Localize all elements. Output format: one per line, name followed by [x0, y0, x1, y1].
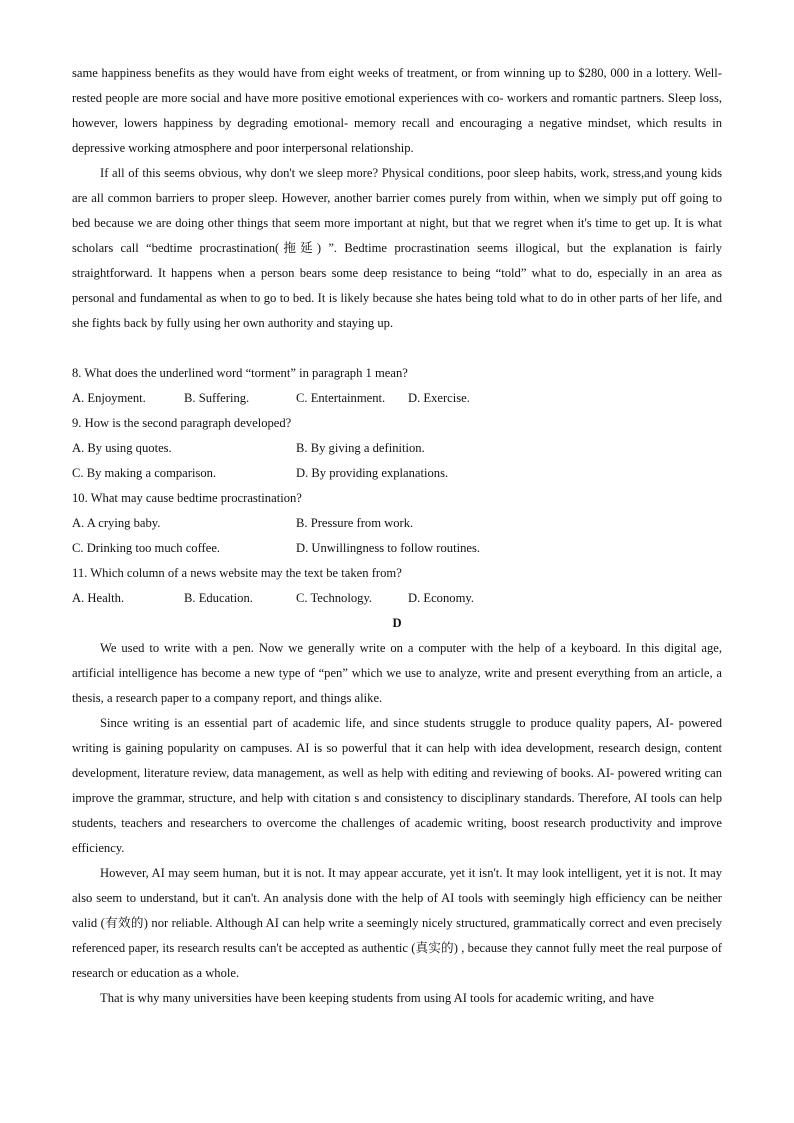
question-11-stem: 11. Which column of a news website may the text be taken from? [72, 566, 402, 580]
passage-c-paragraph-1-tail: same happiness benefits as they would have from eight weeks of treatment, or from winning up to $280, 000 in a lottery. Well- rested people are more social and have more positive emotional experiences with co- workers and romantic partners. Sleep loss, however, lowers happiness by degrading emotional- memory recall and encouraging a negative mindset, which results in depressive working atmosphere and poor interpersonal relationship. [72, 66, 722, 155]
question-11-option-b[interactable]: B. Education. [184, 591, 253, 605]
question-11-options [72, 586, 722, 611]
question-8-option-d[interactable]: D. Exercise. [408, 391, 470, 405]
passage-d-paragraph-4: That is why many universities have been keeping students from using AI tools for academic writing, and have [100, 991, 654, 1005]
question-8-stem: 8. What does the underlined word “torment” in paragraph 1 mean? [72, 366, 408, 380]
passage-d-text [72, 636, 722, 1011]
passage-d-paragraph-1: We used to write with a pen. Now we generally write on a computer with the help of a keyboard. In this digital age, artificial intelligence has become a new type of “pen” which we use to analyze, write and present everything from an article, a thesis, a research paper to a company report, and things alike. [72, 641, 722, 705]
question-11-option-d[interactable]: D. Economy. [408, 591, 474, 605]
question-9-stem: 9. How is the second paragraph developed? [72, 416, 292, 430]
question-11-option-a[interactable]: A. Health. [72, 591, 125, 605]
passage-c-paragraph-2: If all of this seems obvious, why don't we sleep more? Physical conditions, poor sleep habits, work, stress,and young kids are all common barriers to proper sleep. However, another barrier comes purely from within, when we simply put off going to bed because we are doing other things that seem more important at night, but that we regret when it's time to get up. It is what scholars call “bedtime procrastination(拖延) ”. Bedtime procrastination seems illogical, but the explanation is fairly straightforward. It happens when a person bears some deep resistance to being “told” what to do, especially in an area as personal and fundamental as when to go to bed. It is likely because she hates being told what to do in other parts of her life, and she fights back by fully using her own authority and staying up. [72, 166, 722, 330]
question-10-option-a[interactable]: A. A crying baby. [72, 516, 161, 530]
question-9-options-cd [72, 461, 722, 486]
passage-d-paragraph-2: Since writing is an essential part of academic life, and since students struggle to produce quality papers, AI- powered writing is gaining popularity on campuses. AI is so powerful that it can help with idea development, research design, content development, literature review, data management, as well as help with editing and reviewing of books. AI- powered writing can improve the grammar, structure, and help with citation s and consistency to disciplinary standards. Therefore, AI tools can help students, teachers and researchers to overcome the challenges of academic writing, boost research productivity and improve efficiency. [72, 716, 722, 855]
question-11-option-c[interactable]: C. Technology. [296, 591, 373, 605]
question-10-options-cd [72, 536, 722, 561]
question-8-option-c[interactable]: C. Entertainment. [296, 391, 386, 405]
passage-c-text [72, 61, 722, 336]
question-9-options-ab [72, 436, 722, 461]
question-10-options-ab [72, 511, 722, 536]
question-9-option-d[interactable]: D. By providing explanations. [296, 466, 449, 480]
question-8-options [72, 386, 722, 411]
section-d-heading: D [392, 616, 402, 630]
question-10-option-c[interactable]: C. Drinking too much coffee. [72, 541, 221, 555]
question-10-stem: 10. What may cause bedtime procrastination? [72, 491, 302, 505]
question-8-option-a[interactable]: A. Enjoyment. [72, 391, 146, 405]
question-10-option-d[interactable]: D. Unwillingness to follow routines. [296, 541, 480, 555]
question-10-option-b[interactable]: B. Pressure from work. [296, 516, 414, 530]
passage-d-paragraph-3: However, AI may seem human, but it is not. It may appear accurate, yet it isn't. It may look intelligent, yet it is not. It may also seem to understand, but it can't. An analysis done with the help of AI tools with seemingly high efficiency can be neither valid (有效的) nor reliable. Although AI can help write a seemingly nicely structured, grammatically correct and even precisely referenced paper, its research results can't be accepted as authentic (真实的) , because they cannot fully meet the real purpose of research or education as a whole. [72, 866, 722, 980]
question-9-option-b[interactable]: B. By giving a definition. [296, 441, 425, 455]
question-list [72, 361, 722, 611]
question-9-option-c[interactable]: C. By making a comparison. [72, 466, 217, 480]
question-9-option-a[interactable]: A. By using quotes. [72, 441, 172, 455]
question-8-option-b[interactable]: B. Suffering. [184, 391, 250, 405]
